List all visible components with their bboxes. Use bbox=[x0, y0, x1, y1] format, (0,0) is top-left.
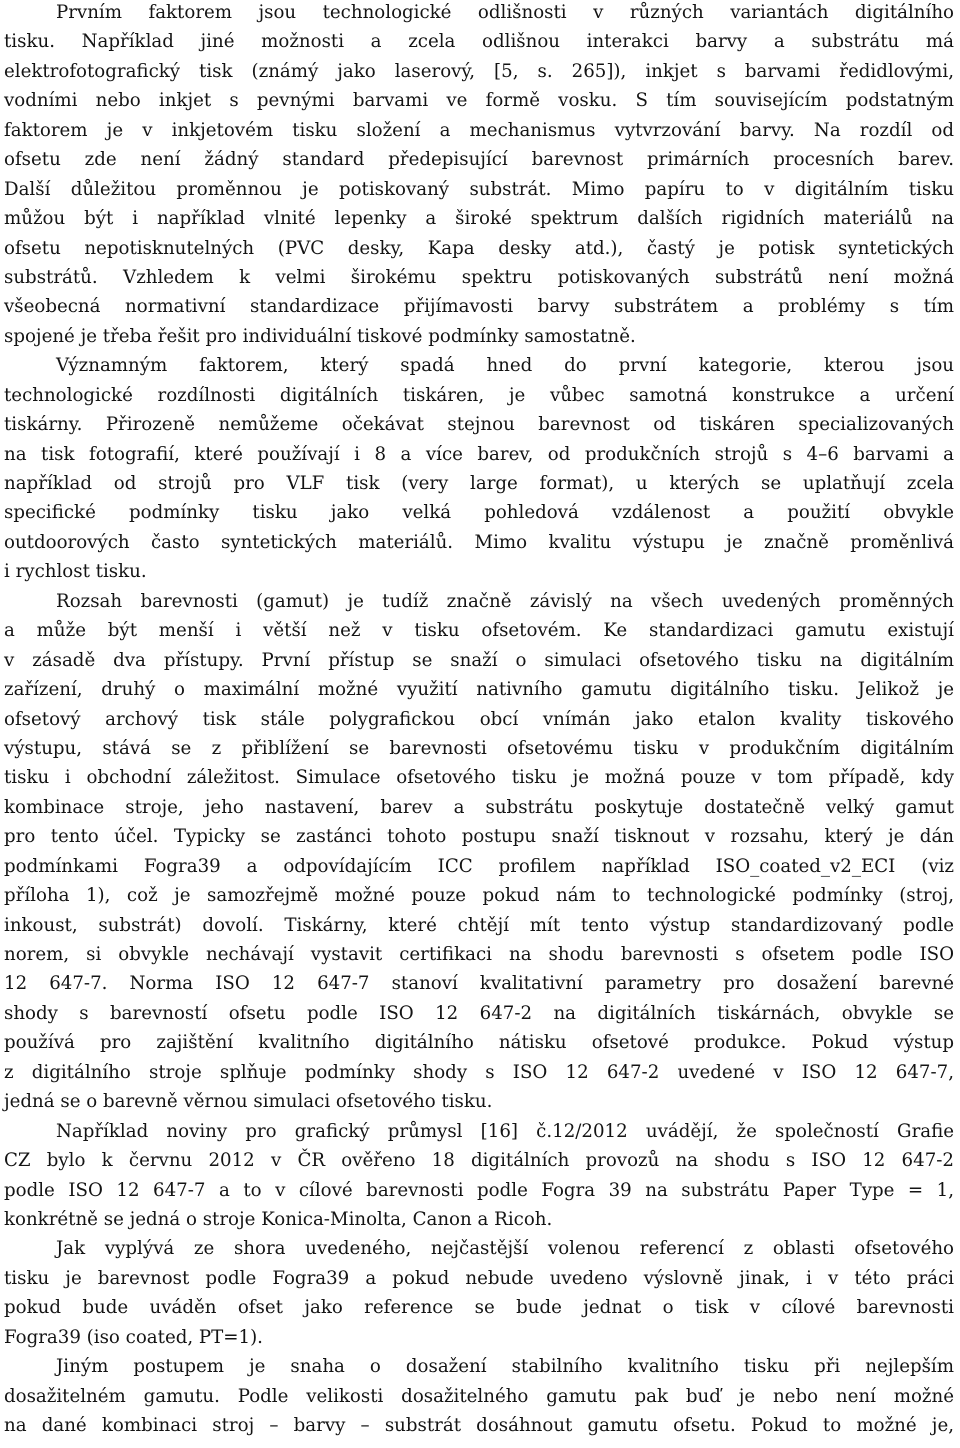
text-line: technologické rozdílnosti digitálních tiskáren, je vůbec samotná konstrukce a určení bbox=[4, 384, 954, 406]
paragraph-reference-fogra39 bbox=[4, 1234, 954, 1352]
text-line: elektrofotografický tisk (známý jako laserový, [5, s. 265]), inkjet s barvami ředidlovými, bbox=[4, 60, 954, 82]
text-line: Další důležitou proměnnou je potiskovaný substrát. Mimo papíru to v digitálním tisku bbox=[4, 178, 954, 200]
text-line: ofsetový archový tisk stále polygrafickou obcí vnímán jako etalon kvality tiskového bbox=[4, 708, 954, 730]
paragraph-gamut bbox=[4, 587, 954, 1117]
document-page bbox=[4, 0, 954, 1440]
text-line: shody s barevností ofsetu podle ISO 12 647-2 na digitálních tiskárnách, obvykle se bbox=[4, 1002, 954, 1024]
text-line: používá pro zajištění kvalitního digitálního nátisku ofsetové produkce. Pokud výstup bbox=[4, 1032, 954, 1054]
text-line: Prvním faktorem jsou technologické odlišnosti v různých variantách digitálního bbox=[56, 2, 954, 23]
text-line: například od strojů pro VLF tisk (very large format), u kterých se uplatňují zcela bbox=[4, 473, 954, 494]
text-line: na dané kombinaci stroj – barvy – substrát dosáhnout gamutu ofsetu. Pokud to možné je, bbox=[4, 1415, 954, 1436]
text-line: pro tento účel. Typicky se zastánci tohoto postupu snaží tisknout v rozsahu, který je dán bbox=[4, 826, 954, 848]
text-line: v zásadě dva přístupy. První přístup se snaží o simulaci ofsetového tisku na digitálním bbox=[4, 649, 954, 671]
text-line: na tisk fotografií, které používají i 8 a více barev, od produkčních strojů s 4–6 barvami a bbox=[4, 443, 954, 465]
text-line: 12 647-7. Norma ISO 12 647-7 stanoví kvalitativní parametry pro dosažení barevné bbox=[4, 973, 954, 995]
paragraph-newspaper-example bbox=[4, 1117, 954, 1235]
text-line: tiskárny. Přirozeně nemůžeme očekávat stejnou barevnost od tiskáren specializovaných bbox=[4, 414, 954, 436]
text-line: ofsetu zde není žádný standard předepisující barevnost primárních procesních barev. bbox=[4, 149, 954, 171]
text-line: jedná se o barevně věrnou simulaci ofsetového tisku. bbox=[4, 1091, 493, 1113]
text-line: tisku i obchodní záležitost. Simulace ofsetového tisku je možná pouze v tom případě, kdy bbox=[4, 767, 954, 789]
text-line: spojené je třeba řešit pro individuální tiskové podmínky samostatně. bbox=[4, 325, 636, 347]
text-line: a může být menší i větší než v tisku ofsetovém. Ke standardizaci gamutu existují bbox=[4, 620, 954, 642]
text-line: faktorem je v inkjetovém tisku složení a mechanismus vytvrzování barvy. Na rozdíl od bbox=[4, 119, 954, 141]
text-line: můžou být i například vlnité lepenky a široké spektrum dalších rigidních materiálů na bbox=[4, 208, 954, 230]
text-line: Jak vyplývá ze shora uvedeného, nejčastější volenou referencí z oblasti ofsetového bbox=[56, 1238, 954, 1260]
text-line: z digitálního stroje splňuje podmínky shody s ISO 12 647-2 uvedené v ISO 12 647-7, bbox=[4, 1061, 954, 1083]
text-line: dosažitelném gamutu. Podle velikosti dosažitelného gamutu pak buď je nebo není možné bbox=[4, 1385, 954, 1407]
text-line: podle ISO 12 647-7 a to v cílové barevnosti podle Fogra 39 na substrátu Paper Type = 1, bbox=[4, 1179, 954, 1201]
text-line: Například noviny pro grafický průmysl [16] č.12/2012 uvádějí, že společností Grafie bbox=[56, 1120, 954, 1142]
paragraph-printer-construction bbox=[4, 351, 954, 587]
text-line: CZ bylo k červnu 2012 v ČR ověřeno 18 digitálních provozů na shodu s ISO 12 647-2 bbox=[4, 1150, 954, 1172]
text-line: Jiným postupem je snaha o dosažení stabilního kvalitního tisku při nejlepším bbox=[56, 1356, 954, 1378]
text-line: Významným faktorem, který spadá hned do první kategorie, kterou jsou bbox=[56, 355, 954, 377]
text-line: specifické podmínky tisku jako velká pohledová vzdálenost a použití obvykle bbox=[4, 502, 954, 524]
text-line: kombinace stroje, jeho nastavení, barev a substrátu poskytuje dostatečně velký gamut bbox=[4, 796, 954, 818]
text-line: i rychlost tisku. bbox=[4, 561, 147, 583]
text-line: zařízení, druhý o maximální možné využití nativního gamutu digitálního tisku. Jelikož je bbox=[4, 679, 954, 701]
text-line: tisku je barevnost podle Fogra39 a pokud nebude uvedeno výslovně jinak, i v této práci bbox=[4, 1267, 954, 1289]
text-line: tisku. Například jiné možnosti a zcela odlišnou interakci barvy a substrátu má bbox=[4, 31, 954, 53]
text-line: inkoust, substrát) dovolí. Tiskárny, které chtějí mít tento výstup standardizovaný podle bbox=[4, 914, 954, 936]
text-line: konkrétně se jedná o stroje Konica-Minolta, Canon a Ricoh. bbox=[4, 1208, 553, 1230]
text-line: příloha 1), což je samozřejmě možné pouze pokud nám to technologické podmínky (stroj, bbox=[4, 885, 954, 907]
text-line: Fogra39 (iso coated, PT=1). bbox=[4, 1326, 263, 1348]
text-line: výstupu, stává se z přiblížení se barevnosti ofsetovému tisku v produkčním digitálním bbox=[4, 737, 954, 759]
text-line: ofsetu nepotisknutelných (PVC desky, Kapa desky atd.), častý je potisk syntetických bbox=[4, 237, 954, 259]
paragraph-technology-differences bbox=[4, 0, 954, 351]
text-line: Rozsah barevnosti (gamut) je tudíž značně závislý na všech uvedených proměnných bbox=[56, 590, 954, 612]
text-line: pokud bude uváděn ofset jako reference se bude jednat o tisk v cílové barevnosti bbox=[4, 1297, 954, 1319]
text-line: norem, si obvykle nechávají vystavit certifikaci na shodu barevnosti s ofsetem podle ISO bbox=[4, 944, 954, 965]
paragraph-other-approach bbox=[4, 1352, 954, 1440]
text-line: outdoorových často syntetických materiálů. Mimo kvalitu výstupu je značně proměnlivá bbox=[4, 531, 954, 553]
text-line: všeobecná normativní standardizace přijímavosti barvy substrátem a problémy s tím bbox=[4, 296, 954, 318]
text-line: vodními nebo inkjet s pevnými barvami ve formě vosku. S tím souvisejícím podstatným bbox=[4, 90, 954, 112]
text-line: podmínkami Fogra39 a odpovídajícím ICC profilem například ISO_coated_v2_ECI (viz bbox=[4, 855, 954, 877]
text-line: substrátů. Vzhledem k velmi širokému spektru potiskovaných substrátů není možná bbox=[4, 266, 954, 288]
